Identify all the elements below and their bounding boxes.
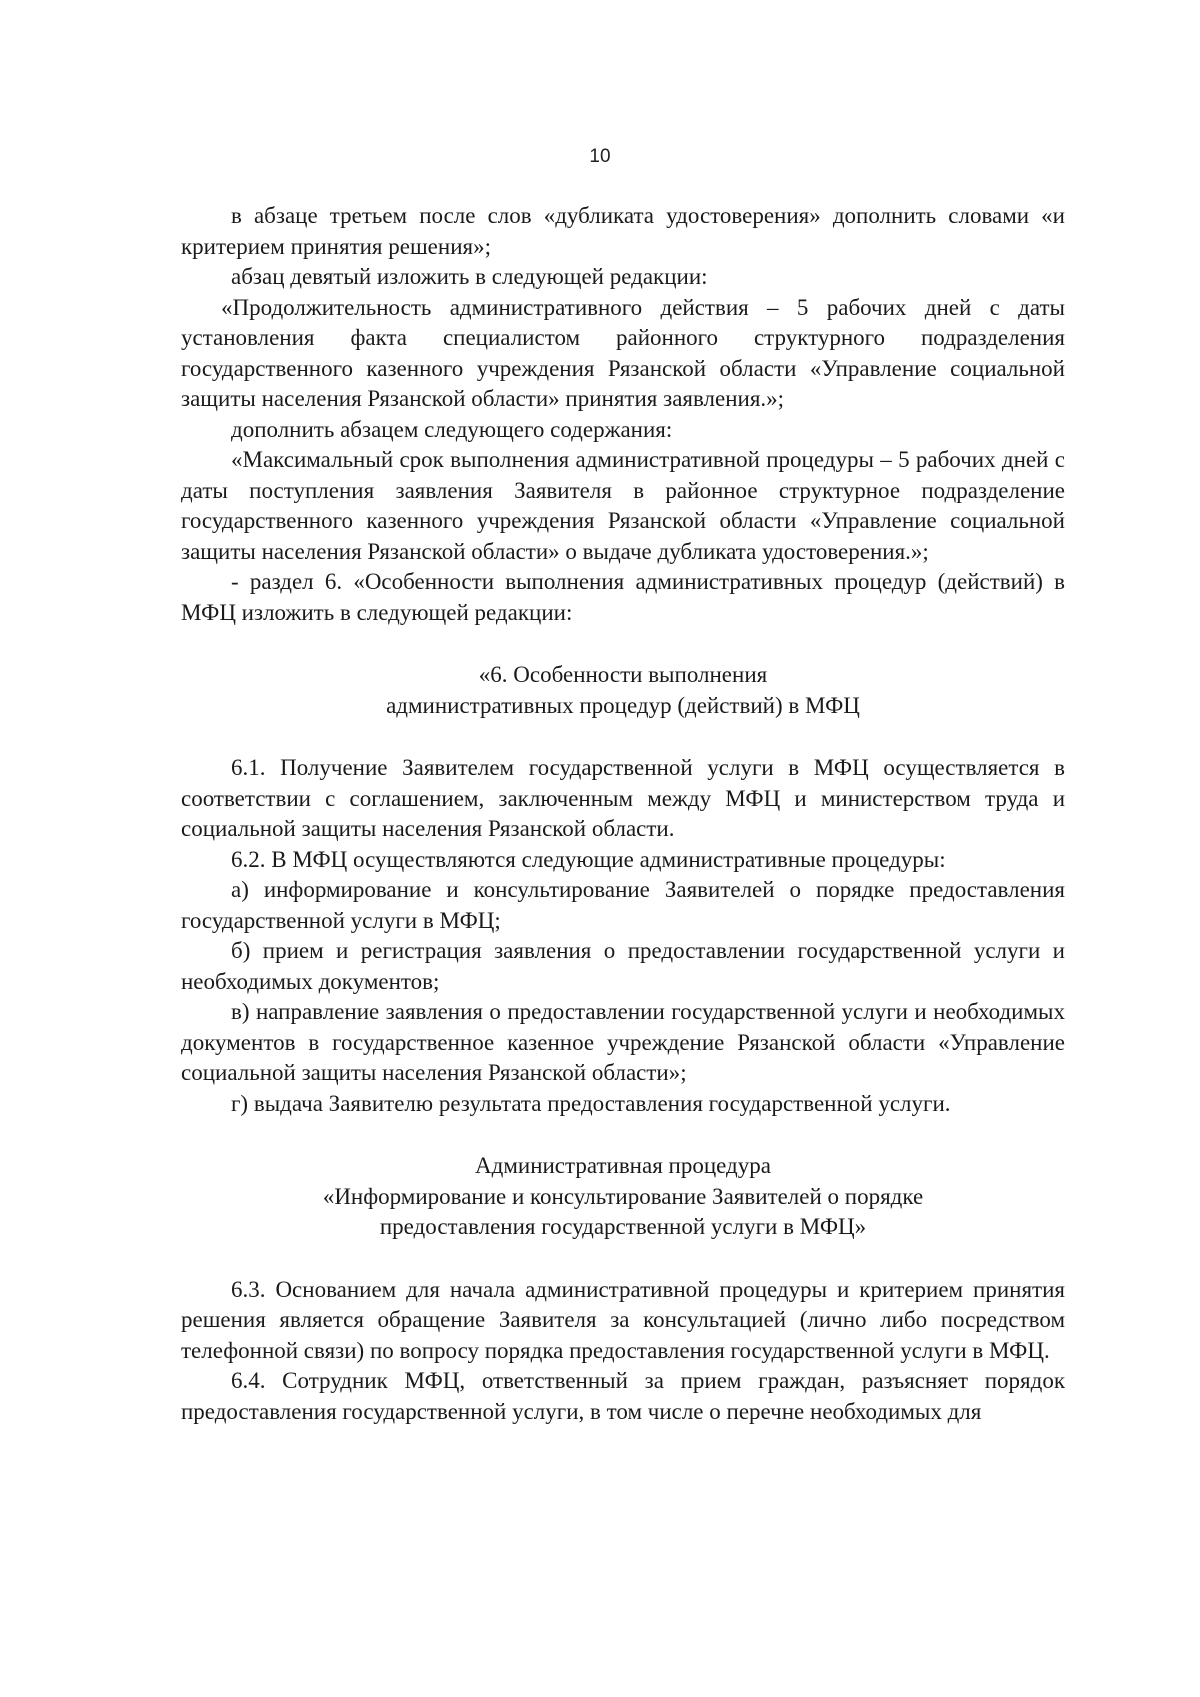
section-heading xyxy=(181,660,1065,721)
procedure-heading-line: Административная процедура xyxy=(475,1153,771,1178)
procedure-heading xyxy=(181,1151,1065,1243)
paragraph: в абзаце третьем после слов «дубликата удостоверения» дополнить словами «и критерием принятия решения»; xyxy=(181,203,1065,259)
paragraph: - раздел 6. «Особенности выполнения административных процедур (действий) в МФЦ изложить в следующей редакции: xyxy=(181,569,1065,625)
section-heading-line: административных процедур (действий) в МФЦ xyxy=(386,692,860,718)
page-number: 10 xyxy=(589,146,611,167)
paragraph: 6.4. Сотрудник МФЦ, ответственный за прием граждан, разъясняет порядок предоставления государственной услуги, в том числе о перечне необходимых для xyxy=(181,1368,1065,1424)
list-item: в) направление заявления о предоставлении государственной услуги и необходимых документов в государственное казенное учреждение Рязанской области «Управление социальной защиты населения Рязанской области»; xyxy=(181,999,1065,1085)
section-heading-line: «6. Особенности выполнения xyxy=(478,662,768,687)
paragraph: 6.2. В МФЦ осуществляются следующие административные процедуры: xyxy=(231,846,946,872)
list-item: г) выдача Заявителю результата предоставления государственной услуги. xyxy=(231,1090,951,1116)
paragraph: 6.1. Получение Заявителем государственной услуги в МФЦ осуществляется в соответствии с соглашением, заключенным между МФЦ и министерством труда и социальной защиты населения Рязанской области. xyxy=(181,755,1065,841)
paragraph: «Продолжительность административного действия – 5 рабочих дней с даты установления факта специалистом районного структурного подразделения государственного казенного учреждения Рязанской области «Управление социальной защиты населения Рязанской области» принятия заявления.»; xyxy=(181,294,1065,411)
list-item: б) прием и регистрация заявления о предоставлении государственной услуги и необходимых документов; xyxy=(181,938,1065,994)
document-body xyxy=(181,201,1065,1427)
procedure-heading-line: «Информирование и консультирование Заявителей о порядке xyxy=(322,1183,924,1209)
paragraph: «Максимальный срок выполнения административной процедуры – 5 рабочих дней с даты поступления заявления Заявителя в районное структурное подразделение государственного казенного учреждения Рязанской области «Управление социальной защиты населения Рязанской области» о выдаче дубликата удостоверения.»; xyxy=(181,447,1065,564)
paragraph: абзац девятый изложить в следующей редакции: xyxy=(231,264,708,289)
paragraph: 6.3. Основанием для начала административной процедуры и критерием принятия решения является обращение Заявителя за консультацией (лично либо посредством телефонной связи) по вопросу порядка предоставления государственной услуги в МФЦ. xyxy=(181,1276,1065,1363)
paragraph: дополнить абзацем следующего содержания: xyxy=(231,416,673,442)
procedure-heading-line: предоставления государственной услуги в МФЦ» xyxy=(379,1214,867,1239)
list-item: а) информирование и консультирование Заявителей о порядке предоставления государственной услуги в МФЦ; xyxy=(181,877,1065,933)
